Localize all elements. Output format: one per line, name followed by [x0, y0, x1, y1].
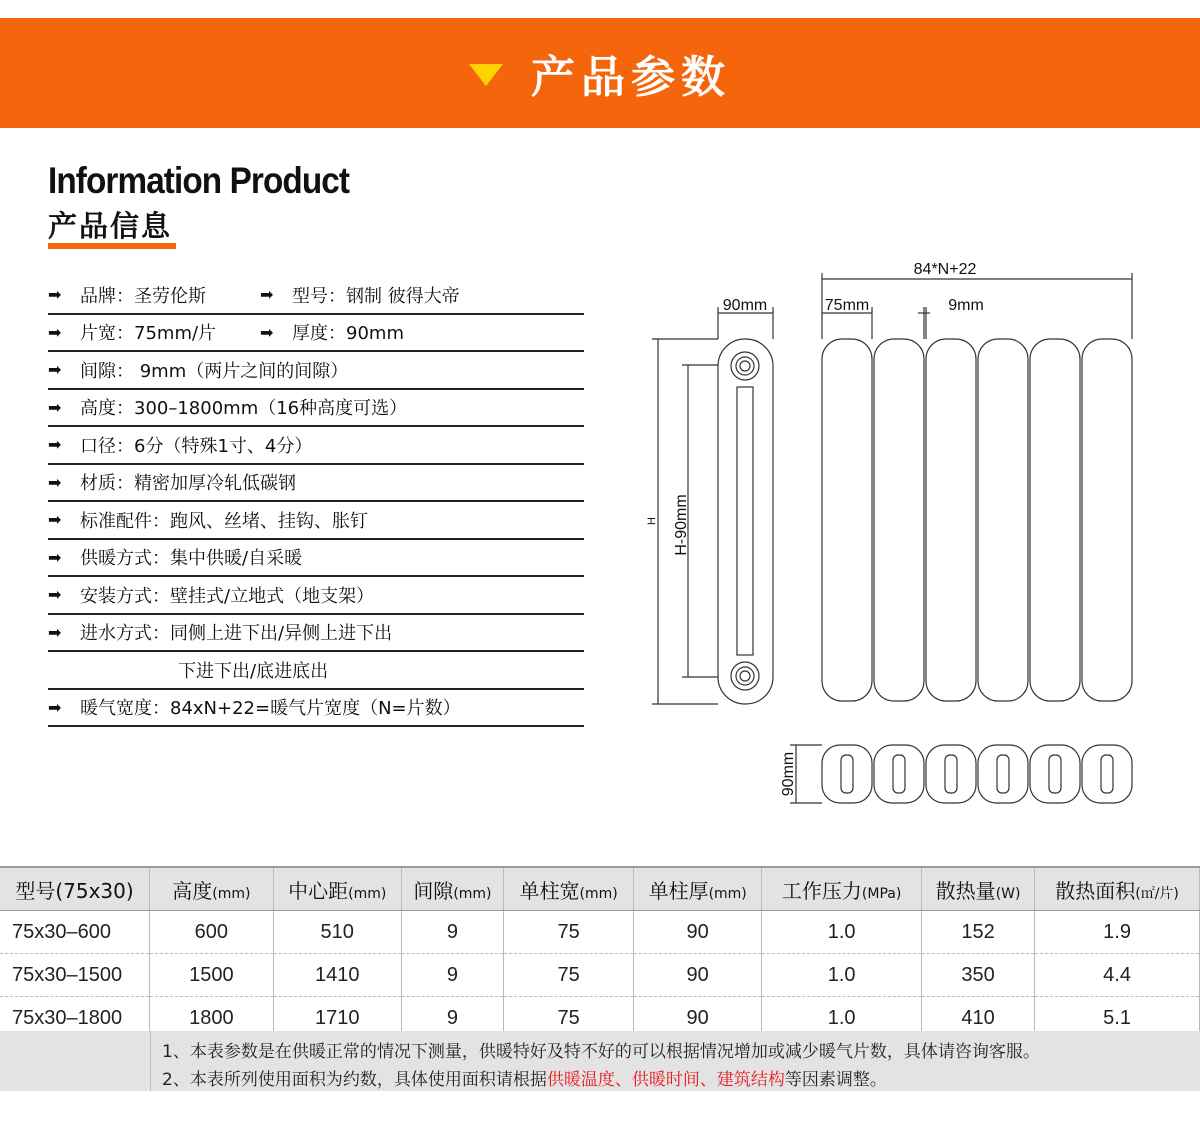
- side-width-label: 90mm: [722, 297, 768, 314]
- info-row: [48, 465, 584, 503]
- info-text: 标准配件：跑风、丝堵、挂钩、胀钉: [80, 510, 368, 532]
- arrow-right-icon: ➡: [48, 547, 62, 567]
- table-cell: 1.0: [762, 997, 922, 1040]
- side-view-slot: [737, 387, 753, 655]
- info-text: 进水方式：同侧上进下出/异侧上进下出: [80, 623, 393, 645]
- table-header: 间隙(mm): [401, 867, 503, 911]
- table-cell: 1.0: [762, 911, 922, 954]
- table-header: 散热量(W): [922, 867, 1035, 911]
- arrow-right-icon: ➡: [48, 697, 62, 717]
- table-cell: 1800: [150, 997, 274, 1040]
- table-cell: 5.1: [1035, 997, 1200, 1040]
- table-cell: 75x30–1500: [0, 954, 150, 997]
- arrow-right-icon: ➡: [260, 285, 274, 305]
- table-cell: 510: [273, 911, 401, 954]
- info-row: [48, 690, 584, 728]
- info-text: 下进下出/底进底出: [178, 660, 329, 682]
- table-row: [0, 911, 1200, 954]
- info-row: [48, 352, 584, 390]
- info-text: 安装方式：壁挂式/立地式（地支架）: [80, 585, 375, 607]
- table-cell: 1500: [150, 954, 274, 997]
- table-cell: 410: [922, 997, 1035, 1040]
- title-underline: [48, 243, 176, 249]
- arrow-right-icon: ➡: [48, 510, 62, 530]
- table-cell: 75: [504, 911, 634, 954]
- table-cell: 9: [401, 997, 503, 1040]
- height-label: H-90mm: [673, 494, 690, 556]
- arrow-right-icon: ➡: [48, 397, 62, 417]
- table-cell: 1410: [273, 954, 401, 997]
- info-row: [48, 540, 584, 578]
- column-width-label: 75mm: [824, 297, 870, 314]
- table-cell: 1.0: [762, 954, 922, 997]
- spec-table: [0, 866, 1200, 1040]
- section-title-chinese: 产品信息: [48, 209, 173, 243]
- arrow-right-icon: ➡: [48, 472, 62, 492]
- table-header: 单柱厚(mm): [634, 867, 762, 911]
- arrow-right-icon: ➡: [48, 360, 62, 380]
- top-pipe-icon: [731, 352, 759, 380]
- arrow-right-icon: ➡: [48, 435, 62, 455]
- total-width-label: 84*N+22: [913, 261, 977, 278]
- bottom-pipe-icon: [731, 662, 759, 690]
- table-cell: 9: [401, 954, 503, 997]
- info-text: 材质：精密加厚冷轧低碳钢: [80, 473, 296, 495]
- info-text: 高度：300–1800mm（16种高度可选）: [80, 398, 408, 420]
- table-cell: 75: [504, 954, 634, 997]
- arrow-right-icon: ➡: [48, 322, 62, 342]
- table-header: 单柱宽(mm): [504, 867, 634, 911]
- table-cell: 75x30–600: [0, 911, 150, 954]
- table-header: 散热面积(㎡/片): [1035, 867, 1200, 911]
- arrow-right-icon: ➡: [48, 285, 62, 305]
- radiator-diagram: [640, 255, 1160, 815]
- table-cell: 90: [634, 911, 762, 954]
- table-cell: 600: [150, 911, 274, 954]
- notes: [0, 1031, 1200, 1091]
- info-text: 间隙： 9mm（两片之间的间隙）: [80, 360, 349, 382]
- info-row: [48, 390, 584, 428]
- note-2: 2、本表所列使用面积为约数，具体使用面积请根据供暖温度、供暖时间、建筑结构等因素调整。: [162, 1070, 887, 1090]
- info-row: [48, 577, 584, 615]
- table-cell: 1710: [273, 997, 401, 1040]
- table-row: [0, 954, 1200, 997]
- info-text: 品牌：圣劳伦斯: [80, 285, 206, 307]
- info-text: 口径：6分（特殊1寸、4分）: [80, 435, 313, 457]
- bottom-depth-label: 90mm: [780, 751, 797, 797]
- table-cell: 4.4: [1035, 954, 1200, 997]
- table-cell: 75x30–1800: [0, 997, 150, 1040]
- info-row: [48, 652, 584, 690]
- table-cell: 350: [922, 954, 1035, 997]
- table-cell: 9: [401, 911, 503, 954]
- info-text: 型号：钢制 彼得大帝: [292, 285, 460, 307]
- table-cell: 1.9: [1035, 911, 1200, 954]
- table-cell: 90: [634, 954, 762, 997]
- info-text: 暖气宽度：84xN+22=暖气片宽度（N=片数）: [80, 698, 461, 720]
- table-header: 工作压力(MPa): [762, 867, 922, 911]
- info-text: 供暖方式：集中供暖/自采暖: [80, 548, 303, 570]
- info-row: [48, 315, 584, 353]
- table-header: 中心距(mm): [273, 867, 401, 911]
- banner-title: 产品参数: [531, 52, 731, 103]
- info-row: [48, 502, 584, 540]
- table-cell: 90: [634, 997, 762, 1040]
- info-row: [48, 277, 584, 315]
- arrow-right-icon: ➡: [48, 585, 62, 605]
- gap-label: 9mm: [948, 297, 984, 314]
- info-row: [48, 427, 584, 465]
- table-cell: 75: [504, 997, 634, 1040]
- info-text: 厚度：90mm: [292, 323, 404, 345]
- note-2-highlight: 供暖温度、供暖时间、建筑结构: [546, 1070, 785, 1090]
- arrow-right-icon: ➡: [48, 622, 62, 642]
- note-1: 1、本表参数是在供暖正常的情况下测量，供暖特好及特不好的可以根据情况增加或减少暖气片数，具体请咨询客服。: [162, 1042, 1040, 1062]
- arrow-right-icon: ➡: [260, 322, 274, 342]
- down-triangle-icon: [469, 64, 503, 86]
- table-cell: 152: [922, 911, 1035, 954]
- banner: [0, 18, 1200, 128]
- side-view-body: [718, 339, 773, 704]
- info-list: [48, 277, 584, 727]
- h-label: H: [646, 517, 658, 525]
- table-header: 高度(mm): [150, 867, 274, 911]
- info-text: 片宽：75mm/片: [80, 323, 217, 345]
- info-row: [48, 615, 584, 653]
- section-title-english: Information Product: [48, 160, 350, 201]
- table-header: 型号(75x30): [0, 867, 150, 911]
